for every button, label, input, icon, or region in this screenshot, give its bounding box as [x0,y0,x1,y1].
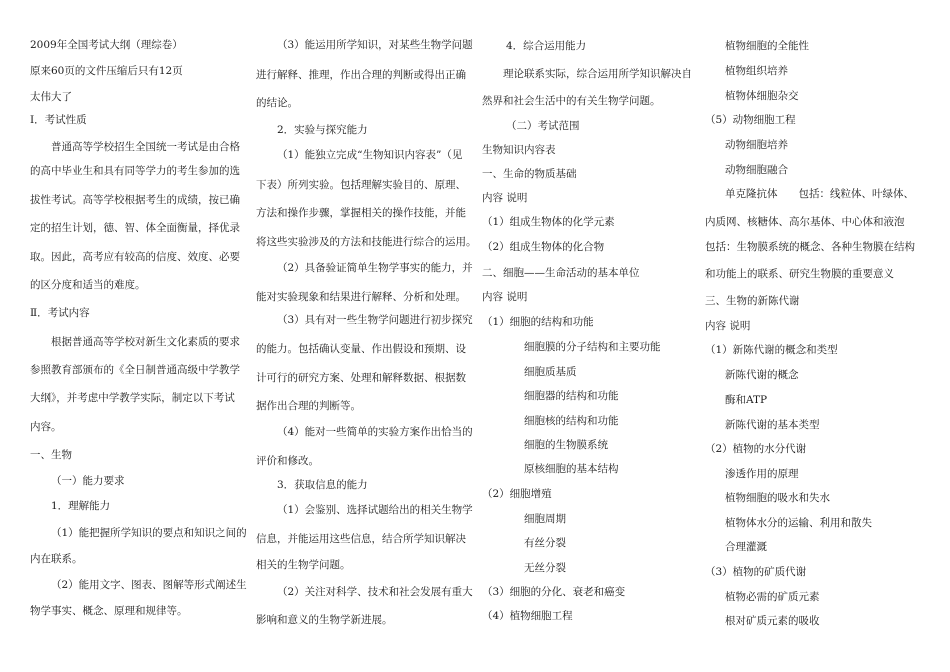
text-line: 内质网、核糖体、高尔基体、中心体和液泡 [705,216,905,228]
text-line: 一、生命的物质基础 [482,168,577,180]
text-line: 植物必需的矿质元素 [725,591,820,603]
text-line: 然界和社会生活中的有关生物学问题。 [482,95,661,107]
text-line: 信息，并能运用这些信息，结合所学知识解决 [256,533,466,545]
text-line: 计可行的研究方案、处理和解释数据、根据数 [256,372,466,384]
text-line: （2）细胞增殖 [482,488,552,500]
text-line: （3）植物的矿质代谢 [705,566,807,578]
text-line: 酶和ATP [725,394,768,406]
text-line: 细胞器的结构和功能 [524,390,619,402]
text-line: 的高中毕业生和具有同等学力的考生参加的选 [30,165,240,177]
text-line: 普通高等学校招生全国统一考试是由合格 [51,141,240,153]
text-line: （2）能用文字、图表、图解等形式阐述生 [51,579,247,591]
text-line: 取。因此，高考应有较高的信度、效度、必要 [30,251,240,263]
text-line: I．考试性质 [30,114,87,126]
text-line: （3）具有对一些生物学问题进行初步探究 [277,314,473,326]
text-line: 单克隆抗体 包括：线粒体、叶绿体、 [725,188,914,200]
text-line: （4）能对一些简单的实验方案作出恰当的 [277,426,473,438]
text-line: 拔性考试。高等学校根据考生的成绩，按已确 [30,194,240,206]
text-line: 2．实验与探究能力 [277,124,368,136]
text-line: 影响和意义的生物学新进展。 [256,614,393,626]
text-line: 植物细胞的吸水和失水 [725,492,830,504]
text-line: 和功能上的联系、研究生物膜的重要意义 [705,268,894,280]
text-line: 新陈代谢的基本类型 [725,419,820,431]
text-line: 内容 说明 [482,192,528,204]
text-line: （3）细胞的分化、衰老和癌变 [482,586,626,598]
text-line: 无丝分裂 [524,562,566,574]
text-line: 植物体水分的运输、利用和散失 [725,517,872,529]
text-line: 内在联系。 [30,553,83,565]
text-line: 合理灌溉 [725,541,767,553]
text-line: 渗透作用的原理 [725,468,799,480]
text-line: 原核细胞的基本结构 [524,463,619,475]
text-line: 评价和修改。 [256,455,319,467]
text-line: 3．获取信息的能力 [277,479,368,491]
text-line: 下表）所列实验。包括理解实验目的、原理、 [256,179,466,191]
text-line: （2）组成生物体的化合物 [482,241,605,253]
text-line: 一、生物 [30,449,72,461]
text-line: （1）会鉴别、选择试题给出的相关生物学 [277,504,473,516]
text-line: 细胞质基质 [524,366,577,378]
text-line: 太伟大了 [30,91,72,103]
text-line: （1）组成生物体的化学元素 [482,216,615,228]
text-line: 进行解释、推理，作出合理的判断或得出正确 [256,69,466,81]
text-line: 根对矿质元素的吸收 [725,615,820,627]
text-line: 方法和操作步骤，掌握相关的操作技能，并能 [256,207,466,219]
text-line: 细胞周期 [524,513,566,525]
text-line: 生物知识内容表 [482,144,556,156]
text-line: 细胞的生物膜系统 [524,439,608,451]
text-line: 据作出合理的判断等。 [256,400,361,412]
text-line: 定的招生计划，德、智、体全面衡量，择优录 [30,222,240,234]
text-line: 植物细胞的全能性 [725,40,809,52]
text-line: （5）动物细胞工程 [705,114,796,126]
text-line: 细胞膜的分子结构和主要功能 [524,341,661,353]
text-line: 的结论。 [256,97,298,109]
text-line: （1）细胞的结构和功能 [482,316,594,328]
text-line: 新陈代谢的概念 [725,369,799,381]
text-line: 动物细胞融合 [725,164,788,176]
text-line: （1）能把握所学知识的要点和知识之间的 [51,527,247,539]
text-line: 根据普通高等学校对新生文化素质的要求 [51,336,240,348]
text-line: 的能力。包括确认变量、作出假设和预期、设 [256,343,466,355]
text-line: 1．理解能力 [51,500,111,512]
text-line: 将这些实验涉及的方法和技能进行综合的运用。 [256,236,477,248]
text-line: 有丝分裂 [524,537,566,549]
text-line: 植物体细胞杂交 [725,90,799,102]
text-line: 理论联系实际，综合运用所学知识解决自 [503,68,692,80]
text-line: （2）具备验证简单生物学事实的能力，并 [277,262,473,274]
text-line: 内容 说明 [482,291,528,303]
text-line: 物学事实、概念、原理和规律等。 [30,605,188,617]
text-line: 内容。 [30,421,62,433]
text-line: 包括：生物膜系统的概念、各种生物膜在结构 [705,241,915,253]
text-line: （3）能运用所学知识，对某些生物学问题 [277,39,473,51]
text-line: （2）植物的水分代谢 [705,443,807,455]
text-line: 4．综合运用能力 [506,40,587,52]
text-line: 二、细胞——生命活动的基本单位 [482,267,640,279]
text-line: 相关的生物学问题。 [256,559,351,571]
text-line: 的区分度和适当的难度。 [30,279,146,291]
text-line: 细胞核的结构和功能 [524,415,619,427]
text-line: 参照教育部颁布的《全日制普通高级中学教学 [30,364,240,376]
text-line: 大纲》，并考虑中学教学实际，制定以下考试 [30,392,235,404]
text-line: 三、生物的新陈代谢 [705,295,800,307]
text-line: （二）考试范围 [506,120,580,132]
text-line: （2）关注对科学、技术和社会发展有重大 [277,586,473,598]
text-line: Ⅱ．考试内容 [30,307,90,319]
text-line: 动物细胞培养 [725,139,788,151]
text-line: 内容 说明 [705,320,751,332]
text-line: （1）能独立完成“生物知识内容表”（见 [277,149,463,161]
text-line: 2009年全国考试大纲（理综卷） [30,39,183,51]
text-line: （一）能力要求 [51,475,125,487]
text-line: 原来60页的文件压缩后只有12页 [30,65,183,77]
text-line: 能对实验现象和结果进行解释、分析和处理。 [256,291,466,303]
text-line: （1）新陈代谢的概念和类型 [705,344,838,356]
text-line: 植物组织培养 [725,65,788,77]
text-line: （4）植物细胞工程 [482,610,573,622]
